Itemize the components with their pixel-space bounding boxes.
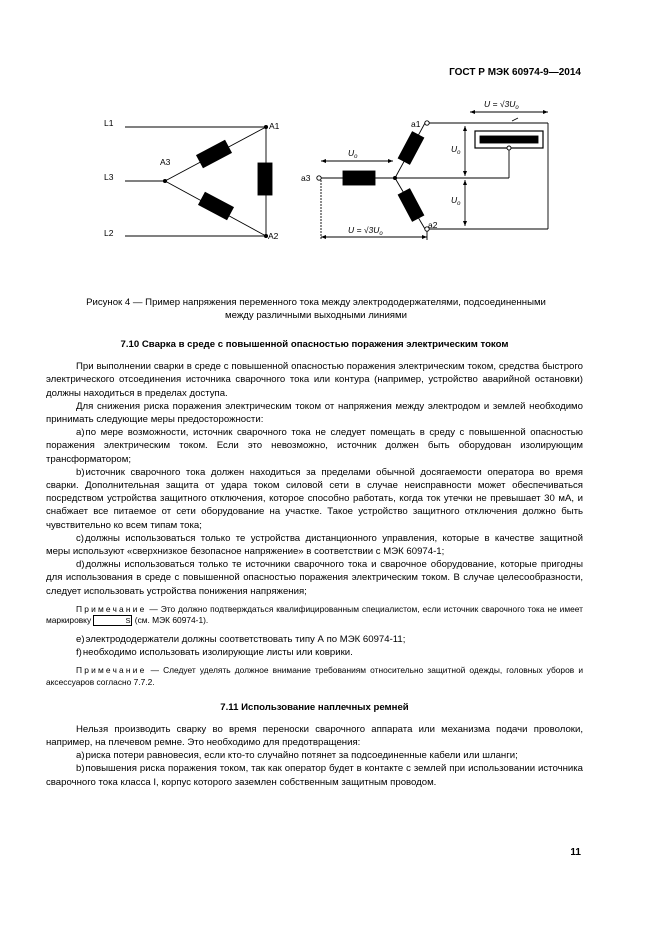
label-l3: L3	[104, 172, 114, 182]
list-text-711-b: повышения риска поражения током, так как оператор будет в контакте с землей при использовании источника сварочного тока класса I, корпус которого заземлен собственным защитным проводом.	[46, 763, 583, 788]
list-item-711-a	[46, 749, 583, 762]
list-label-c: c)	[76, 532, 84, 544]
label-a1: A1	[269, 121, 280, 131]
list-item-d	[46, 558, 583, 598]
label-a1-right: a1	[411, 119, 421, 129]
list-text-f: необходимо использовать изолирующие листы или коврики.	[82, 647, 353, 659]
section-7-10-p2: Для снижения риска поражения электрическим током от напряжения между электродом и землей необходимо принимать следующие меры предосторожности:	[46, 400, 583, 426]
list-item-e	[46, 633, 583, 646]
figure-caption	[46, 296, 586, 322]
label-u-bottom: $U = √3U_o$	[348, 225, 383, 237]
s-marking-symbol: S	[93, 615, 132, 626]
voltmeter-scale	[480, 136, 538, 143]
list-label-b: b)	[76, 466, 85, 478]
terminal-a1	[425, 121, 429, 125]
page-number: 11	[570, 847, 581, 858]
left-delta-diagram	[125, 125, 272, 237]
note-1-word: Примечание	[76, 603, 147, 614]
probe-terminal	[507, 146, 511, 150]
section-7-11-p1: Нельзя производить сварку во время переноски сварочного аппарата или механизма подачи проволоки, например, на плечевом ремне. Это необходимо для предотвращения:	[46, 723, 583, 749]
list-text-e: электрододержатели должны соответствовать типу А по МЭК 60974-11;	[85, 634, 406, 646]
note-2-word: Примечание	[76, 665, 147, 676]
standard-header: ГОСТ Р МЭК 60974-9—2014	[449, 67, 581, 78]
note-2-text: — Следует уделять должное внимание требованиям относительно защитной одежды, головных уборов и аксессуаров согласно 7.7.2.	[46, 665, 583, 688]
document-body	[46, 338, 583, 789]
section-7-11-title: 7.11 Использование наплечных ремней	[220, 701, 409, 713]
meter-pointer	[512, 118, 518, 121]
terminal-a3	[317, 176, 321, 180]
list-label-711-a: a)	[76, 750, 85, 762]
label-uo-lower: $U_o$	[451, 195, 461, 207]
list-label-e: e)	[76, 634, 85, 646]
list-item-c	[46, 532, 583, 558]
resistor-a3-a2	[199, 192, 234, 219]
resistor-a3-branch	[343, 171, 375, 185]
section-7-10-p1: При выполнении сварки в среде с повышенной опасностью поражения электрическим током, средства быстрого электрического отсоединения источника сварочного тока или контура (например, устройство аварийной остановки) должны находиться в пределах доступа.	[46, 361, 583, 399]
star-center	[393, 176, 396, 179]
list-item-711-b	[46, 762, 583, 788]
note-2	[46, 665, 583, 688]
label-uo-a3: $U_o$	[348, 148, 358, 160]
resistor-a1-branch	[398, 132, 424, 165]
list-item-b	[46, 466, 583, 532]
list-text-c: должны использоваться только те устройства дистанционного управления, которые в качестве защитной меры используют «сверхнизкое безопасное напряжение» в соответствии с МЭК 60974-1;	[46, 532, 583, 558]
list-label-711-b: b)	[76, 763, 85, 775]
resistor-a2-branch	[398, 189, 424, 222]
label-uo-upper: $U_o$	[451, 144, 461, 156]
label-a2: A2	[268, 231, 279, 241]
list-item-f	[46, 646, 583, 659]
figure-4-diagram	[0, 92, 661, 252]
label-a2-right: a2	[428, 220, 438, 230]
resistor-a1-a2	[258, 163, 272, 195]
caption-line-1: Рисунок 4 — Пример напряжения переменного тока между электрододержателями, подсоединенными	[86, 297, 546, 308]
note-1-text-b: (см. МЭК 60974-1).	[132, 615, 209, 626]
note-1-text-a: — Это должно подтверждаться квалифицированным специалистом, если источник сварочного тока не имеет маркировку	[46, 603, 583, 626]
list-text-d: должны использоваться только те источники сварочного тока и сварочное оборудование, которые пригодны для использования в среде с повышенной опасностью поражения электрическим током. В случае целесообразности, следует использовать устройства понижения напряжения;	[46, 559, 583, 597]
list-text-711-a: риска потери равновесия, если кто-то случайно потянет за подсоединенные кабели или шланги;	[85, 750, 518, 762]
section-7-10-title: 7.10 Сварка в среде с повышенной опасностью поражения электрическим током	[120, 339, 509, 350]
node-a1	[264, 125, 267, 128]
node-a3	[163, 179, 166, 182]
list-label-f: f)	[76, 647, 82, 659]
label-l2: L2	[104, 228, 114, 238]
label-u-top: $U = √3U_o$	[484, 99, 519, 111]
label-l1: L1	[104, 118, 114, 128]
list-label-a: a)	[76, 427, 85, 439]
caption-line-2: между различными выходными линиями	[225, 310, 407, 321]
list-item-a	[46, 426, 583, 466]
resistor-a3-a1	[197, 140, 232, 167]
list-text-b: источник сварочного тока должен находиться за пределами обычной досягаемости оператора во время сварки. Дополнительная защита от удара током силовой сети в случае неисправности может обеспечиваться посредством устройства защитного отключения, которое способно работать, когда ток утечки не превышает 30 мА, и снабжает все питаемое от сети оборудование на участке. Такое устройство защитного отключения должно быть чувствительно ко всем типам тока;	[46, 466, 583, 531]
label-a3: A3	[160, 157, 171, 167]
note-1	[46, 604, 583, 627]
list-text-a: по мере возможности, источник сварочного тока не следует помещать в среду с повышенной опасностью поражения электрическим током. Если это невозможно, источник должен быть оборудован изолирующим трансформатором;	[46, 427, 583, 465]
label-a3-right: a3	[301, 173, 311, 183]
list-label-d: d)	[76, 559, 85, 571]
